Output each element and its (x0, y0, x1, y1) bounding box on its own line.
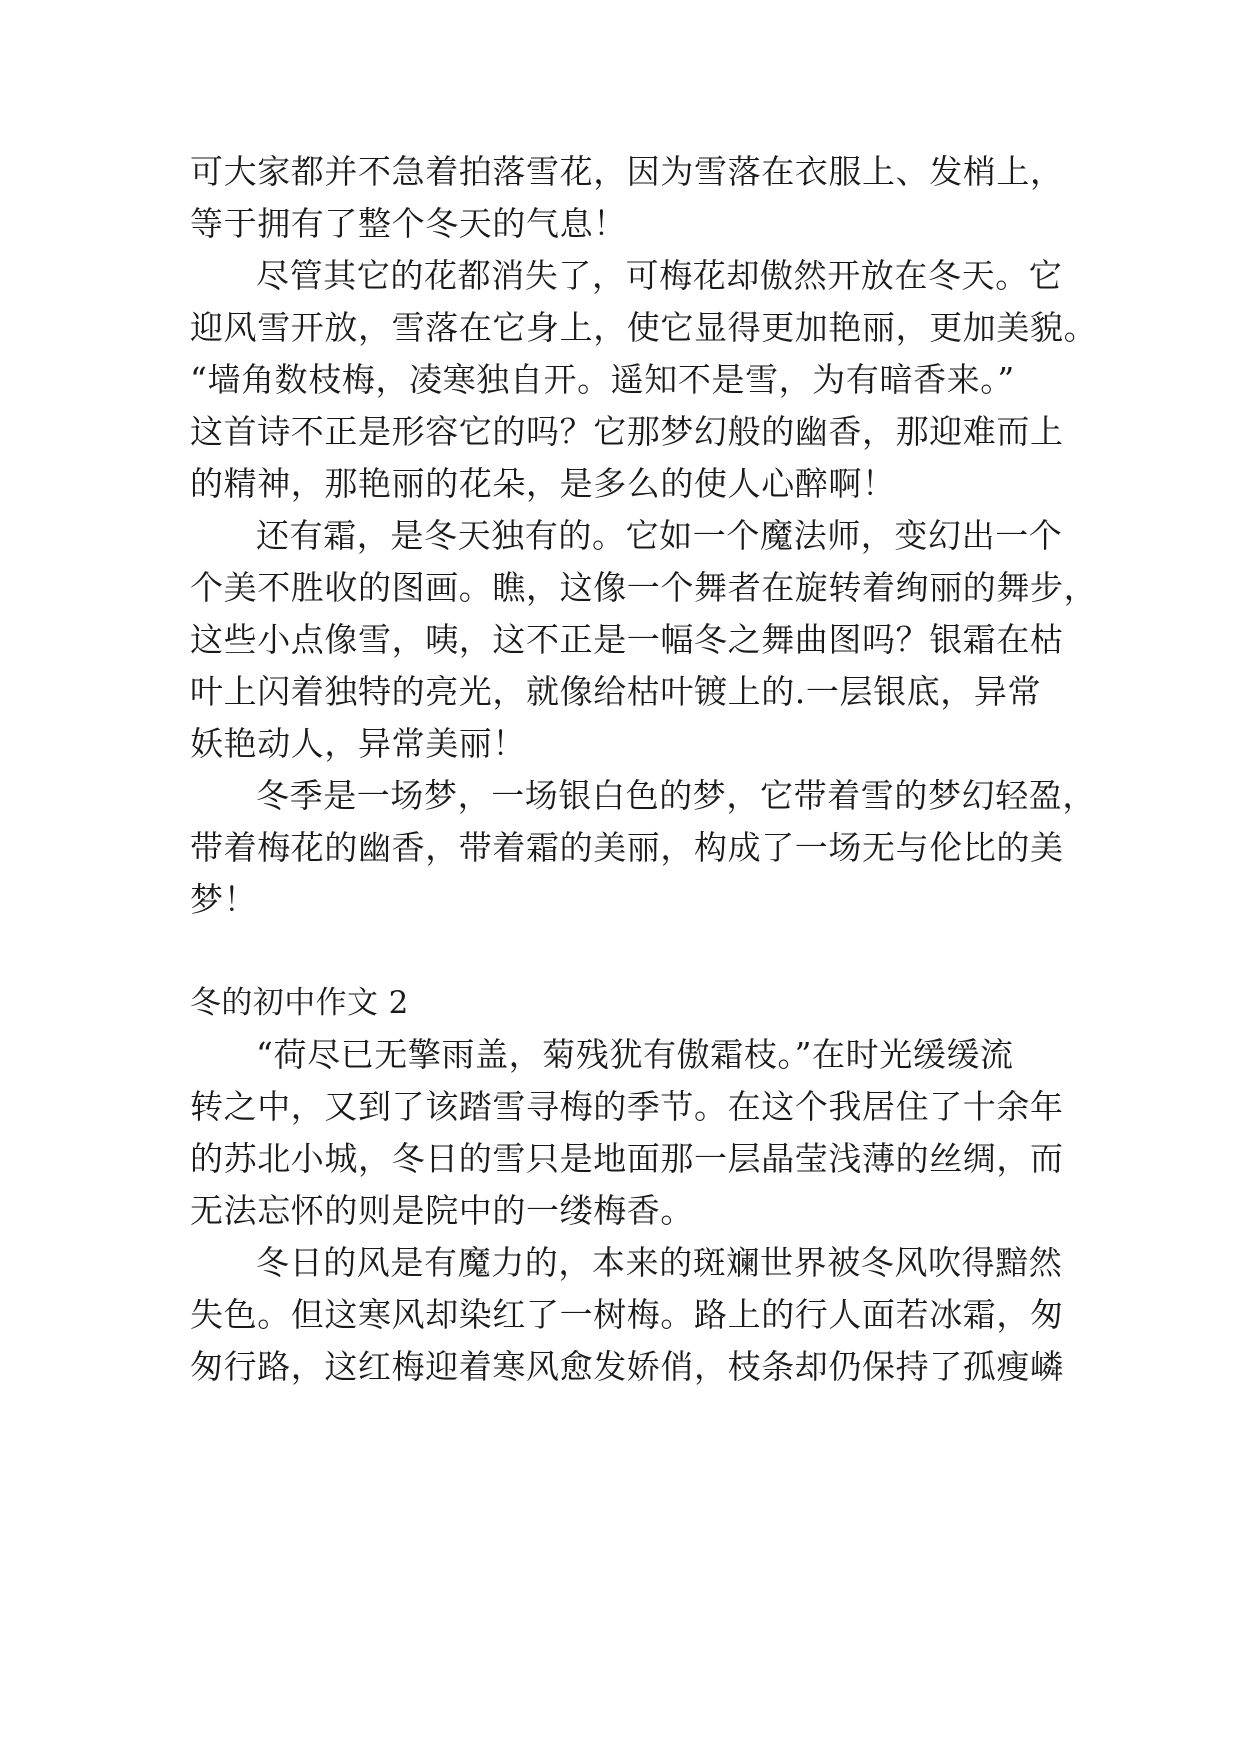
text-line: 迎风雪开放，雪落在它身上，使它显得更加艳丽，更加美貌。 (190, 308, 1098, 347)
text-line: 等于拥有了整个冬天的气息！ (190, 204, 627, 243)
paragraph-first-line: “荷尽已无擎雨盖，菊残犹有傲霜枝。”在时光缓缓流 (256, 1035, 1014, 1074)
text-line: 妖艳动人，异常美丽！ (190, 724, 526, 763)
paragraph-first-line: 冬日的风是有魔力的，本来的斑斓世界被冬风吹得黯然 (256, 1243, 1063, 1282)
text-line: 的苏北小城，冬日的雪只是地面那一层晶莹浅薄的丝绸，而 (190, 1139, 1064, 1178)
text-line: 这些小点像雪，咦，这不正是一幅冬之舞曲图吗？银霜在枯 (190, 620, 1064, 659)
text-line: 失色。但这寒风却染红了一树梅。路上的行人面若冰霜，匆 (190, 1295, 1064, 1334)
text-line: 的精神，那艳丽的花朵，是多么的使人心醉啊！ (190, 464, 896, 503)
section-title: 冬的初中作文 2 (190, 985, 409, 1021)
text-line: 可大家都并不急着拍落雪花，因为雪落在衣服上、发梢上， (190, 152, 1064, 191)
text-line: 无法忘怀的则是院中的一缕梅香。 (190, 1191, 694, 1230)
text-line: 带着梅花的幽香，带着霜的美丽，构成了一场无与伦比的美 (190, 828, 1064, 867)
poem-quote-line: “墙角数枝梅，凌寒独自开。遥知不是雪，为有暗香来。” (190, 360, 1015, 399)
paragraph-first-line: 冬季是一场梦，一场银白色的梦，它带着雪的梦幻轻盈， (256, 776, 1096, 815)
text-line: 转之中，又到了该踏雪寻梅的季节。在这个我居住了十余年 (190, 1087, 1064, 1126)
text-line: 叶上闪着独特的亮光，就像给枯叶镀上的.一层银底，异常 (190, 672, 1042, 711)
text-line: 匆行路，这红梅迎着寒风愈发娇俏，枝条却仍保持了孤瘦嶙 (190, 1347, 1064, 1386)
text-line: 梦！ (190, 880, 258, 919)
text-line: 这首诗不正是形容它的吗？它那梦幻般的幽香，那迎难而上 (190, 412, 1064, 451)
text-line: 个美不胜收的图画。瞧，这像一个舞者在旋转着绚丽的舞步， (190, 568, 1098, 607)
paragraph-first-line: 还有霜，是冬天独有的。它如一个魔法师，变幻出一个 (256, 516, 1063, 555)
paragraph-first-line: 尽管其它的花都消失了，可梅花却傲然开放在冬天。它 (256, 256, 1063, 295)
